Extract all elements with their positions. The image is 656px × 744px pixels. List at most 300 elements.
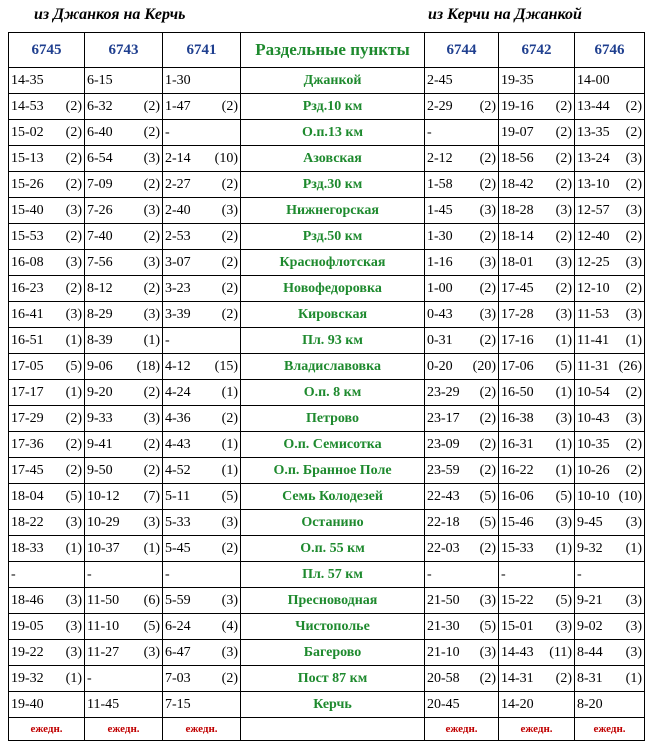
table-row: [9, 432, 645, 458]
time-value: 0-20: [427, 358, 453, 374]
time-value: 14-31: [501, 670, 534, 686]
table-row: [9, 276, 645, 302]
stop-duration: (2): [143, 436, 160, 452]
time-cell: [575, 94, 645, 120]
time-value: 13-44: [577, 98, 610, 114]
timetable: [8, 32, 645, 741]
time-cell: [499, 302, 575, 328]
time-value: 9-41: [87, 436, 113, 452]
stop-duration: (3): [625, 254, 642, 270]
time-entry: [165, 99, 238, 115]
time-entry: [501, 593, 572, 609]
time-entry: [165, 593, 238, 609]
time-entry: [577, 99, 642, 115]
time-value: 4-36: [165, 410, 191, 426]
stop-duration: (2): [221, 306, 238, 322]
time-cell: [9, 198, 85, 224]
time-entry: [577, 619, 642, 635]
time-cell: [425, 406, 499, 432]
time-value: 1-45: [427, 202, 453, 218]
time-value: 9-33: [87, 410, 113, 426]
time-value: 1-30: [427, 228, 453, 244]
time-cell: [85, 380, 163, 406]
time-entry: [501, 333, 572, 349]
station-name: Владиславовка: [241, 354, 425, 380]
empty-cell: [241, 718, 425, 741]
time-cell: [163, 146, 241, 172]
station-name: Чистополье: [241, 614, 425, 640]
time-entry: [165, 359, 238, 375]
stop-duration: (3): [479, 592, 496, 608]
stop-duration: (5): [479, 618, 496, 634]
time-value: 19-40: [11, 696, 44, 712]
time-value: 16-41: [11, 306, 44, 322]
time-value: 9-02: [577, 618, 603, 634]
stop-duration: (3): [221, 202, 238, 218]
time-value: 19-32: [11, 670, 44, 686]
time-entry: [11, 281, 82, 297]
time-cell: [85, 588, 163, 614]
station-name: Пл. 57 км: [241, 562, 425, 588]
time-cell: [85, 224, 163, 250]
daily-label: ежедн.: [9, 718, 85, 741]
stop-duration: (2): [479, 280, 496, 296]
station-name: О.п. Семисотка: [241, 432, 425, 458]
station-name: Семь Колодезей: [241, 484, 425, 510]
table-row: [9, 380, 645, 406]
time-cell: [425, 432, 499, 458]
time-cell: [163, 432, 241, 458]
time-cell: [425, 354, 499, 380]
stop-duration: (3): [625, 514, 642, 530]
time-entry: [501, 203, 572, 219]
stop-duration: (2): [479, 150, 496, 166]
stop-duration: (2): [65, 280, 82, 296]
stop-duration: (3): [625, 592, 642, 608]
time-cell: [499, 458, 575, 484]
time-entry: [165, 255, 238, 271]
time-entry: [501, 99, 572, 115]
time-entry: [427, 515, 496, 531]
time-value: 8-12: [87, 280, 113, 296]
time-value: 11-27: [87, 644, 120, 660]
time-entry: [165, 411, 238, 427]
stop-duration: (1): [143, 540, 160, 556]
time-entry: [11, 619, 82, 635]
time-cell: [575, 146, 645, 172]
time-entry: [165, 697, 238, 713]
time-entry: [501, 463, 572, 479]
stop-duration: (3): [65, 618, 82, 634]
time-cell: [425, 458, 499, 484]
time-value: 18-14: [501, 228, 534, 244]
station-name: Джанкой: [241, 68, 425, 94]
time-value: 19-35: [501, 72, 534, 88]
station-name: Рзд.30 км: [241, 172, 425, 198]
time-cell: [163, 562, 241, 588]
time-entry: [427, 437, 496, 453]
time-value: 3-39: [165, 306, 191, 322]
direction-label-dzhankoy-kerch: из Джанкоя на Керчь: [34, 6, 186, 23]
time-value: 5-59: [165, 592, 191, 608]
stop-duration: (3): [143, 150, 160, 166]
time-entry: [11, 307, 82, 323]
time-cell: [85, 432, 163, 458]
time-entry: [87, 203, 160, 219]
stop-duration: (1): [555, 462, 572, 478]
time-cell: [499, 640, 575, 666]
time-entry: [87, 281, 160, 297]
time-entry: [11, 125, 82, 141]
time-cell: [575, 328, 645, 354]
time-cell: [499, 276, 575, 302]
time-entry: [501, 73, 572, 89]
stop-duration: (2): [221, 540, 238, 556]
time-entry: [427, 541, 496, 557]
time-entry: [501, 489, 572, 505]
time-cell: [163, 328, 241, 354]
stop-duration: (2): [65, 436, 82, 452]
time-value: 21-50: [427, 592, 460, 608]
time-cell: [425, 640, 499, 666]
train-number-header: 6745: [9, 33, 85, 68]
time-cell: [425, 276, 499, 302]
time-entry: [11, 229, 82, 245]
time-entry: [501, 567, 572, 583]
time-value: 2-45: [427, 72, 453, 88]
time-entry: [11, 255, 82, 271]
time-entry: [501, 515, 572, 531]
time-value: -: [165, 566, 170, 582]
time-cell: [575, 588, 645, 614]
time-entry: [11, 385, 82, 401]
station-name: Нижнегорская: [241, 198, 425, 224]
time-cell: [9, 94, 85, 120]
time-entry: [427, 645, 496, 661]
time-entry: [427, 203, 496, 219]
time-value: 2-40: [165, 202, 191, 218]
station-name: О.п. 8 км: [241, 380, 425, 406]
time-value: 9-21: [577, 592, 603, 608]
time-cell: [575, 484, 645, 510]
time-entry: [11, 541, 82, 557]
time-value: 2-12: [427, 150, 453, 166]
stop-duration: (3): [65, 514, 82, 530]
stop-duration: (2): [143, 124, 160, 140]
time-entry: [427, 125, 496, 141]
stop-duration: (1): [221, 384, 238, 400]
time-entry: [427, 385, 496, 401]
stop-duration: (5): [221, 488, 238, 504]
time-value: 2-14: [165, 150, 191, 166]
time-cell: [85, 614, 163, 640]
stop-duration: (3): [65, 644, 82, 660]
station-name: Останино: [241, 510, 425, 536]
time-value: 17-06: [501, 358, 534, 374]
time-entry: [501, 385, 572, 401]
time-cell: [163, 354, 241, 380]
time-cell: [425, 224, 499, 250]
time-entry: [11, 697, 82, 713]
time-value: -: [165, 124, 170, 140]
stop-duration: (2): [143, 384, 160, 400]
stop-duration: (5): [65, 358, 82, 374]
time-cell: [9, 224, 85, 250]
time-value: 19-07: [501, 124, 534, 140]
time-cell: [9, 458, 85, 484]
time-value: 2-29: [427, 98, 453, 114]
stop-duration: (5): [143, 618, 160, 634]
time-entry: [577, 203, 642, 219]
time-value: 13-10: [577, 176, 610, 192]
time-entry: [427, 619, 496, 635]
time-entry: [165, 333, 238, 349]
time-entry: [501, 541, 572, 557]
time-entry: [577, 151, 642, 167]
stop-duration: (1): [65, 540, 82, 556]
time-entry: [577, 437, 642, 453]
time-value: 17-28: [501, 306, 534, 322]
time-value: 12-10: [577, 280, 610, 296]
time-entry: [87, 255, 160, 271]
time-entry: [87, 567, 160, 583]
stop-duration: (2): [625, 384, 642, 400]
time-cell: [575, 120, 645, 146]
table-row: [9, 172, 645, 198]
time-value: 17-16: [501, 332, 534, 348]
station-column-header: Раздельные пункты: [241, 33, 425, 68]
time-cell: [575, 198, 645, 224]
time-entry: [577, 177, 642, 193]
stop-duration: (1): [555, 384, 572, 400]
stop-duration: (3): [143, 410, 160, 426]
time-cell: [499, 588, 575, 614]
station-name: О.п.13 км: [241, 120, 425, 146]
time-value: 17-36: [11, 436, 44, 452]
stop-duration: (3): [221, 514, 238, 530]
station-name: Пл. 93 км: [241, 328, 425, 354]
time-cell: [575, 432, 645, 458]
time-value: 16-50: [501, 384, 534, 400]
time-cell: [163, 302, 241, 328]
time-entry: [577, 697, 642, 713]
time-value: 15-02: [11, 124, 44, 140]
stop-duration: (2): [555, 124, 572, 140]
table-row: [9, 666, 645, 692]
stop-duration: (5): [479, 488, 496, 504]
time-value: 8-20: [577, 696, 603, 712]
stop-duration: (2): [221, 98, 238, 114]
stop-duration: (2): [625, 436, 642, 452]
stop-duration: (3): [143, 514, 160, 530]
stop-duration: (1): [555, 332, 572, 348]
time-cell: [163, 588, 241, 614]
stop-duration: (3): [625, 618, 642, 634]
time-entry: [427, 489, 496, 505]
time-entry: [501, 177, 572, 193]
station-name: Пресноводная: [241, 588, 425, 614]
time-value: -: [11, 566, 16, 582]
time-entry: [577, 541, 642, 557]
time-entry: [165, 229, 238, 245]
time-value: 4-24: [165, 384, 191, 400]
time-entry: [87, 697, 160, 713]
time-cell: [9, 588, 85, 614]
stop-duration: (1): [555, 436, 572, 452]
time-value: 4-43: [165, 436, 191, 452]
stop-duration: (2): [479, 98, 496, 114]
time-entry: [577, 359, 642, 375]
header-row: [9, 33, 645, 68]
time-value: 2-27: [165, 176, 191, 192]
time-cell: [425, 510, 499, 536]
stop-duration: (3): [143, 644, 160, 660]
table-row: [9, 588, 645, 614]
time-value: 11-10: [87, 618, 120, 634]
time-cell: [9, 172, 85, 198]
time-value: 18-56: [501, 150, 534, 166]
time-cell: [575, 224, 645, 250]
time-cell: [499, 94, 575, 120]
time-entry: [577, 567, 642, 583]
table-row: [9, 614, 645, 640]
stop-duration: (2): [555, 176, 572, 192]
time-cell: [163, 510, 241, 536]
time-value: 10-26: [577, 462, 610, 478]
time-value: -: [87, 566, 92, 582]
station-name: О.п. Бранное Поле: [241, 458, 425, 484]
time-entry: [577, 515, 642, 531]
time-entry: [427, 333, 496, 349]
time-value: 22-03: [427, 540, 460, 556]
time-entry: [11, 333, 82, 349]
time-entry: [87, 307, 160, 323]
stop-duration: (2): [479, 332, 496, 348]
time-value: 7-40: [87, 228, 113, 244]
time-value: 7-09: [87, 176, 113, 192]
stop-duration: (2): [65, 462, 82, 478]
time-value: 5-33: [165, 514, 191, 530]
time-cell: [425, 68, 499, 94]
time-entry: [577, 593, 642, 609]
time-cell: [499, 484, 575, 510]
time-value: -: [427, 124, 432, 140]
time-entry: [577, 229, 642, 245]
time-value: 15-33: [501, 540, 534, 556]
stop-duration: (3): [555, 618, 572, 634]
time-entry: [427, 359, 496, 375]
stop-duration: (5): [555, 488, 572, 504]
time-value: 15-46: [501, 514, 534, 530]
stop-duration: (2): [65, 228, 82, 244]
time-value: 6-47: [165, 644, 191, 660]
time-entry: [165, 619, 238, 635]
stop-duration: (2): [555, 280, 572, 296]
time-cell: [85, 68, 163, 94]
time-entry: [427, 463, 496, 479]
time-entry: [501, 229, 572, 245]
time-entry: [501, 619, 572, 635]
time-entry: [87, 671, 160, 687]
time-cell: [425, 536, 499, 562]
time-cell: [575, 380, 645, 406]
time-entry: [427, 73, 496, 89]
stop-duration: (2): [221, 280, 238, 296]
stop-duration: (3): [143, 254, 160, 270]
time-entry: [501, 307, 572, 323]
time-value: 14-53: [11, 98, 44, 114]
stop-duration: (1): [625, 670, 642, 686]
stop-duration: (2): [625, 280, 642, 296]
stop-duration: (3): [625, 202, 642, 218]
time-value: 13-24: [577, 150, 610, 166]
table-row: [9, 224, 645, 250]
time-cell: [85, 692, 163, 718]
time-cell: [163, 224, 241, 250]
time-value: 15-26: [11, 176, 44, 192]
train-number-header: 6746: [575, 33, 645, 68]
stop-duration: (2): [143, 98, 160, 114]
time-entry: [165, 645, 238, 661]
time-cell: [85, 120, 163, 146]
time-cell: [163, 614, 241, 640]
time-entry: [577, 463, 642, 479]
time-entry: [577, 281, 642, 297]
stop-duration: (1): [221, 462, 238, 478]
time-cell: [499, 250, 575, 276]
time-cell: [85, 172, 163, 198]
time-entry: [87, 593, 160, 609]
time-cell: [499, 406, 575, 432]
time-entry: [165, 385, 238, 401]
stop-duration: (2): [221, 254, 238, 270]
time-cell: [163, 484, 241, 510]
stop-duration: (2): [221, 228, 238, 244]
stop-duration: (1): [555, 540, 572, 556]
time-value: 1-47: [165, 98, 191, 114]
time-cell: [499, 172, 575, 198]
time-cell: [499, 692, 575, 718]
time-cell: [163, 120, 241, 146]
time-entry: [165, 177, 238, 193]
time-entry: [11, 567, 82, 583]
time-entry: [11, 73, 82, 89]
stop-duration: (1): [65, 670, 82, 686]
time-entry: [87, 541, 160, 557]
time-cell: [425, 588, 499, 614]
time-cell: [575, 172, 645, 198]
time-cell: [9, 68, 85, 94]
time-cell: [9, 250, 85, 276]
time-value: 15-13: [11, 150, 44, 166]
time-entry: [577, 125, 642, 141]
time-value: 0-31: [427, 332, 453, 348]
station-name: Багерово: [241, 640, 425, 666]
time-value: 18-42: [501, 176, 534, 192]
time-entry: [87, 177, 160, 193]
time-value: 15-40: [11, 202, 44, 218]
stop-duration: (2): [479, 176, 496, 192]
table-row: [9, 562, 645, 588]
time-value: 7-26: [87, 202, 113, 218]
stop-duration: (2): [143, 462, 160, 478]
time-entry: [11, 463, 82, 479]
time-cell: [499, 666, 575, 692]
time-entry: [427, 671, 496, 687]
table-row: [9, 640, 645, 666]
time-value: 16-22: [501, 462, 534, 478]
time-cell: [425, 484, 499, 510]
